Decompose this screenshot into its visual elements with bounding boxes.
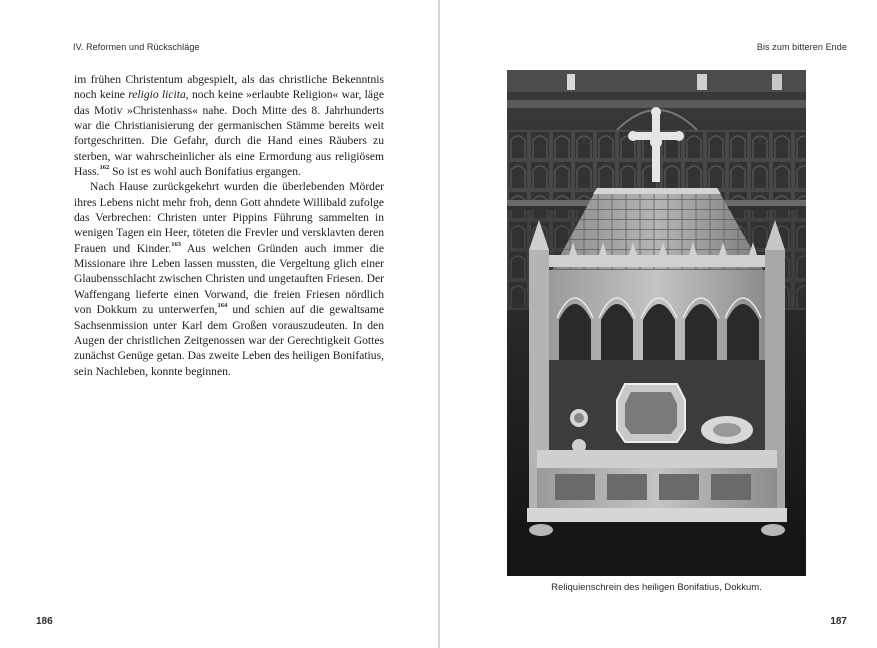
footnote-marker: 162 <box>99 164 110 172</box>
text-run: Aus welchen Gründen auch immer die Missionare ihre Leben lassen mussten, die Vergeltung glich einer Glaubensschlacht zwischen Christen und ungetauften Friesen. Der Waffengang lieferte einen Vorwand, die freien Friesen nördlich von Dokkum zu unterwerfen, <box>74 241 384 317</box>
text-run: Nach Hause zurückgekehrt wurden die überlebenden Mörder ihres Lebens nicht mehr froh, denn Gott ahndete Willibald zufolge das Verbrechen: Christen unter Pippins Führung sammelten in wenigen Tagen ein Heer, töteten die Frevler und versklavten deren Frauen und Kinder. <box>74 180 384 255</box>
page-number-left: 186 <box>36 616 53 627</box>
page-number-right: 187 <box>830 616 847 627</box>
reliquary-photo-drawing <box>507 70 806 576</box>
footnote-marker: 164 <box>217 302 228 310</box>
left-page <box>0 0 438 648</box>
footnote-marker: 163 <box>171 240 181 248</box>
text-run: im frühen Christentum abgespielt, als das christliche Bekenntnis noch keine <box>74 73 384 102</box>
running-head-right: Bis zum bitteren Ende <box>756 42 847 52</box>
text-run: , noch keine »erlaubte Religion« war, läge das Motiv »Christenhass« nahe. Doch Mitte des 8. Jahrhunderts war die Christianisierung der germanischen Stämme bereits weit fortgeschritten. Die Gefahr, durch die Hand eines Räubers zu sterben, war wahrscheinlicher als eine Ermordung aus religiösem Hass. <box>74 88 384 179</box>
text-run: So ist es wohl auch Bonifatius ergangen. <box>109 165 301 179</box>
italic-term: religio licita <box>128 88 186 102</box>
text-run: und schien auf die gewaltsame Sachsenmission unter Karl dem Großen vorauszudeuten. In den Augen der christlichen Zeitgenossen war der Gerechtigkeit Gottes zunächst Genüge getan. Das zweite Leben des heiligen Bonifatius, sein Nachleben, konnte beginnen. <box>74 303 384 378</box>
running-head-left: IV. Reformen und Rückschläge <box>73 42 200 52</box>
paragraph-1 <box>74 72 384 179</box>
paragraph-2 <box>74 179 384 378</box>
reliquary-photo <box>507 70 806 576</box>
body-text <box>74 72 384 379</box>
right-page <box>440 0 877 648</box>
photo-caption: Reliquienschrein des heiligen Bonifatius, Dokkum. <box>551 582 762 593</box>
